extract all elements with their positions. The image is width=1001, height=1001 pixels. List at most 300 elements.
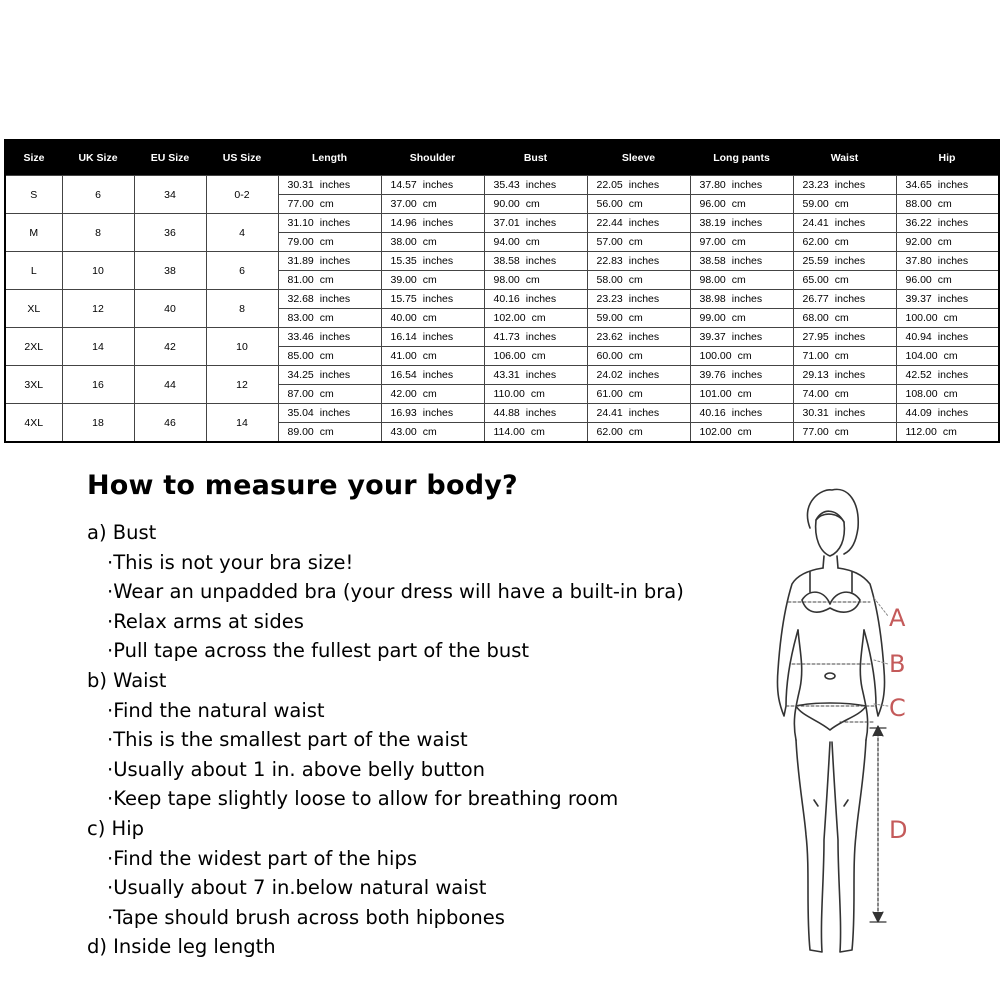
measurement-cell xyxy=(690,309,793,328)
measurement-unit: cm xyxy=(422,198,437,210)
measurement-value: 22.44 xyxy=(596,217,623,229)
measurement-value: 35.04 xyxy=(287,407,314,419)
measurement-unit: cm xyxy=(737,426,752,438)
measurement-unit: cm xyxy=(530,426,545,438)
measurement-unit: inches xyxy=(319,293,351,305)
measurement-value: 14.57 xyxy=(390,179,417,191)
measurement-value: 39.76 xyxy=(699,369,726,381)
measurement-value: 16.93 xyxy=(390,407,417,419)
body-measurement-figure xyxy=(770,480,920,970)
measurement-unit: inches xyxy=(422,407,454,419)
measurement-unit: cm xyxy=(628,312,643,324)
measurement-value: 40.16 xyxy=(493,293,520,305)
measurement-value: 100.00 xyxy=(699,350,732,362)
measurement-unit: inches xyxy=(319,255,351,267)
measurement-unit: cm xyxy=(525,198,540,210)
measurement-value: 38.98 xyxy=(699,293,726,305)
measurement-value: 79.00 xyxy=(287,236,314,248)
measurement-cell xyxy=(484,404,587,423)
measurement-cell xyxy=(484,214,587,233)
measurement-value: 38.58 xyxy=(493,255,520,267)
measurement-value: 43.31 xyxy=(493,369,520,381)
size-cell: 2XL xyxy=(5,328,62,366)
eu-cell: 42 xyxy=(134,328,206,366)
measurement-unit: cm xyxy=(319,312,334,324)
measurement-unit: inches xyxy=(628,255,660,267)
measurement-value: 106.00 xyxy=(493,350,526,362)
measurement-cell xyxy=(690,366,793,385)
instruction-step: ·Find the natural waist xyxy=(107,698,325,722)
measurement-unit: inches xyxy=(628,293,660,305)
measurement-cell xyxy=(484,176,587,195)
measurement-unit: cm xyxy=(834,312,849,324)
measurement-unit: inches xyxy=(525,255,557,267)
size-cell: M xyxy=(5,214,62,252)
measurement-value: 62.00 xyxy=(802,236,829,248)
header-waist: Waist xyxy=(793,140,896,176)
left-arm-outline xyxy=(777,568,823,716)
measurement-unit: inches xyxy=(834,369,866,381)
eu-cell: 44 xyxy=(134,366,206,404)
eu-cell: 36 xyxy=(134,214,206,252)
measurement-cell xyxy=(793,404,896,423)
header-size: Size xyxy=(5,140,62,176)
measurement-value: 104.00 xyxy=(905,350,938,362)
measurement-value: 37.01 xyxy=(493,217,520,229)
measurement-value: 16.14 xyxy=(390,331,417,343)
measurement-cell xyxy=(587,423,690,443)
measurement-unit: cm xyxy=(531,350,546,362)
instruction-step: ·Usually about 1 in. above belly button xyxy=(107,757,486,781)
measurement-cell xyxy=(690,176,793,195)
measurement-cell xyxy=(381,309,484,328)
eu-cell: 34 xyxy=(134,176,206,214)
measurement-cell xyxy=(690,385,793,404)
instruction-heading: d) Inside leg length xyxy=(87,935,276,959)
measurement-cell xyxy=(896,233,999,252)
measurement-value: 40.00 xyxy=(390,312,417,324)
measurement-cell xyxy=(690,328,793,347)
measurement-value: 68.00 xyxy=(802,312,829,324)
eu-cell: 38 xyxy=(134,252,206,290)
measurement-cell xyxy=(381,290,484,309)
measurement-cell xyxy=(278,328,381,347)
measurement-unit: cm xyxy=(525,236,540,248)
measurement-unit: inches xyxy=(937,369,969,381)
measurement-cell xyxy=(587,385,690,404)
measurement-cell xyxy=(896,328,999,347)
measurement-unit: cm xyxy=(319,426,334,438)
measurement-cell xyxy=(278,252,381,271)
measurement-value: 59.00 xyxy=(596,312,623,324)
measurement-unit: inches xyxy=(525,217,557,229)
measurement-unit: inches xyxy=(319,369,351,381)
measurement-value: 108.00 xyxy=(905,388,938,400)
measurement-value: 39.00 xyxy=(390,274,417,286)
measurement-value: 90.00 xyxy=(493,198,520,210)
size-cell: 3XL xyxy=(5,366,62,404)
left-leg-outline xyxy=(796,740,830,952)
measurement-cell xyxy=(587,347,690,366)
measurement-cell xyxy=(278,309,381,328)
measurement-unit: inches xyxy=(937,293,969,305)
measurement-unit: inches xyxy=(834,407,866,419)
measurement-value: 38.58 xyxy=(699,255,726,267)
measurement-cell xyxy=(896,176,999,195)
measurement-unit: inches xyxy=(319,407,351,419)
measurement-cell xyxy=(690,214,793,233)
measurement-value: 40.16 xyxy=(699,407,726,419)
measurement-cell xyxy=(484,233,587,252)
measurement-cell xyxy=(690,233,793,252)
measurement-value: 87.00 xyxy=(287,388,314,400)
measurement-cell xyxy=(381,271,484,290)
measurement-cell xyxy=(278,385,381,404)
measurement-cell xyxy=(896,214,999,233)
instruction-step: ·This is the smallest part of the waist xyxy=(107,728,468,752)
measurement-value: 16.54 xyxy=(390,369,417,381)
measurement-value: 37.80 xyxy=(905,255,932,267)
measurement-cell xyxy=(484,366,587,385)
label-d: D xyxy=(889,816,908,844)
measurement-unit: cm xyxy=(422,350,437,362)
uk-cell: 6 xyxy=(62,176,134,214)
measurement-cell xyxy=(587,309,690,328)
measurement-cell xyxy=(793,423,896,443)
measurement-cell xyxy=(278,214,381,233)
measurement-cell xyxy=(381,176,484,195)
instruction-step: ·Keep tape slightly loose to allow for breathing room xyxy=(107,787,619,811)
measurement-unit: inches xyxy=(937,255,969,267)
measurement-value: 14.96 xyxy=(390,217,417,229)
measurement-unit: inches xyxy=(628,217,660,229)
eu-cell: 40 xyxy=(134,290,206,328)
measurement-cell xyxy=(278,176,381,195)
measurement-value: 92.00 xyxy=(905,236,932,248)
measurement-cell xyxy=(793,309,896,328)
measurement-cell xyxy=(587,366,690,385)
measurement-cell xyxy=(690,252,793,271)
label-a: A xyxy=(889,604,906,632)
measurement-value: 25.59 xyxy=(802,255,829,267)
measurement-unit: cm xyxy=(525,274,540,286)
measurement-value: 29.13 xyxy=(802,369,829,381)
measurement-value: 42.52 xyxy=(905,369,932,381)
measurement-value: 44.09 xyxy=(905,407,932,419)
measurement-value: 24.02 xyxy=(596,369,623,381)
measurement-unit: cm xyxy=(531,312,546,324)
header-bust: Bust xyxy=(484,140,587,176)
measurement-unit: cm xyxy=(943,312,958,324)
measurement-cell xyxy=(587,195,690,214)
measurement-unit: inches xyxy=(834,179,866,191)
measurement-cell xyxy=(896,423,999,443)
measurement-unit: cm xyxy=(937,236,952,248)
measurement-cell xyxy=(381,214,484,233)
measurement-unit: cm xyxy=(422,236,437,248)
measurement-cell xyxy=(690,423,793,443)
measurement-cell xyxy=(896,271,999,290)
measurement-value: 42.00 xyxy=(390,388,417,400)
table-header-row xyxy=(5,140,999,176)
measurement-unit: inches xyxy=(834,293,866,305)
header-uk-size: UK Size xyxy=(62,140,134,176)
measurement-unit: inches xyxy=(628,179,660,191)
measurement-value: 24.41 xyxy=(802,217,829,229)
measurement-value: 77.00 xyxy=(802,426,829,438)
measurement-cell xyxy=(896,309,999,328)
measurement-cell xyxy=(381,423,484,443)
measurement-unit: inches xyxy=(834,331,866,343)
measurement-cell xyxy=(484,252,587,271)
header-eu-size: EU Size xyxy=(134,140,206,176)
measurement-value: 85.00 xyxy=(287,350,314,362)
measurement-value: 39.37 xyxy=(699,331,726,343)
right-leg-outline xyxy=(832,740,866,952)
instruction-heading: b) Waist xyxy=(87,668,167,692)
measurement-cell xyxy=(587,176,690,195)
measurement-cell xyxy=(278,233,381,252)
uk-cell: 10 xyxy=(62,252,134,290)
uk-cell: 14 xyxy=(62,328,134,366)
measurement-cell xyxy=(896,347,999,366)
torso-outline xyxy=(794,630,867,740)
measurement-unit: inches xyxy=(525,407,557,419)
instruction-step: ·Pull tape across the fullest part of the bust xyxy=(107,639,530,663)
measurement-unit: inches xyxy=(937,179,969,191)
measurement-cell xyxy=(690,271,793,290)
measurement-cell xyxy=(793,233,896,252)
instruction-step: ·Wear an unpadded bra (your dress will have a built-in bra) xyxy=(107,580,684,604)
measurement-cell xyxy=(793,271,896,290)
measurement-value: 38.19 xyxy=(699,217,726,229)
instruction-heading: c) Hip xyxy=(87,816,144,840)
measurement-unit: cm xyxy=(731,236,746,248)
measurement-value: 26.77 xyxy=(802,293,829,305)
face-outline xyxy=(816,514,845,556)
measurement-cell xyxy=(690,404,793,423)
table-row xyxy=(5,366,999,385)
measurement-value: 30.31 xyxy=(802,407,829,419)
measurement-unit: cm xyxy=(319,236,334,248)
measurement-unit: inches xyxy=(628,369,660,381)
measurement-value: 94.00 xyxy=(493,236,520,248)
measurement-cell xyxy=(381,252,484,271)
measurement-value: 41.73 xyxy=(493,331,520,343)
measurement-unit: inches xyxy=(731,255,763,267)
measurement-cell xyxy=(278,404,381,423)
measurement-cell xyxy=(381,195,484,214)
measurement-value: 101.00 xyxy=(699,388,732,400)
measurement-value: 74.00 xyxy=(802,388,829,400)
table-row xyxy=(5,328,999,347)
measurement-unit: cm xyxy=(628,350,643,362)
measurement-value: 100.00 xyxy=(905,312,938,324)
measurement-cell xyxy=(484,347,587,366)
uk-cell: 8 xyxy=(62,214,134,252)
briefs-outline xyxy=(796,703,866,730)
measurement-unit: cm xyxy=(530,388,545,400)
table-row xyxy=(5,290,999,309)
instruction-step: ·Usually about 7 in.below natural waist xyxy=(107,876,487,900)
guide-title: How to measure your body? xyxy=(87,470,518,501)
measurement-unit: cm xyxy=(943,350,958,362)
measurement-cell xyxy=(793,214,896,233)
measurement-unit: inches xyxy=(525,293,557,305)
measurement-value: 99.00 xyxy=(699,312,726,324)
measurement-cell xyxy=(896,366,999,385)
measurement-cell xyxy=(484,195,587,214)
us-cell: 0-2 xyxy=(206,176,278,214)
measurement-cell xyxy=(381,366,484,385)
measurement-value: 32.68 xyxy=(287,293,314,305)
label-c: C xyxy=(889,694,906,722)
measurement-unit: cm xyxy=(628,388,643,400)
measurement-value: 97.00 xyxy=(699,236,726,248)
measurement-value: 30.31 xyxy=(287,179,314,191)
measurement-unit: cm xyxy=(319,274,334,286)
navel xyxy=(825,673,835,679)
us-cell: 4 xyxy=(206,214,278,252)
size-chart-table xyxy=(4,139,1000,443)
measurement-value: 60.00 xyxy=(596,350,623,362)
measurement-cell xyxy=(381,404,484,423)
us-cell: 14 xyxy=(206,404,278,443)
measurement-value: 33.46 xyxy=(287,331,314,343)
header-sleeve: Sleeve xyxy=(587,140,690,176)
measurement-value: 57.00 xyxy=(596,236,623,248)
measurement-unit: cm xyxy=(834,198,849,210)
measurement-unit: inches xyxy=(422,331,454,343)
size-cell: S xyxy=(5,176,62,214)
measurement-unit: inches xyxy=(731,179,763,191)
measurement-unit: cm xyxy=(737,350,752,362)
measurement-unit: cm xyxy=(937,198,952,210)
table-row xyxy=(5,404,999,423)
measurement-cell xyxy=(484,328,587,347)
measurement-cell xyxy=(484,290,587,309)
measurement-unit: cm xyxy=(834,426,849,438)
measurement-cell xyxy=(793,347,896,366)
measurement-unit: cm xyxy=(737,388,752,400)
measurement-value: 23.23 xyxy=(802,179,829,191)
measurement-cell xyxy=(793,176,896,195)
measurement-cell xyxy=(793,328,896,347)
measurement-unit: cm xyxy=(422,312,437,324)
measurement-cell xyxy=(793,366,896,385)
measurement-unit: inches xyxy=(319,331,351,343)
measurement-value: 37.80 xyxy=(699,179,726,191)
uk-cell: 16 xyxy=(62,366,134,404)
measurement-value: 56.00 xyxy=(596,198,623,210)
measurement-value: 23.23 xyxy=(596,293,623,305)
measurement-cell xyxy=(690,290,793,309)
measurement-unit: cm xyxy=(628,198,643,210)
measurement-cell xyxy=(381,328,484,347)
measurement-value: 24.41 xyxy=(596,407,623,419)
size-cell: XL xyxy=(5,290,62,328)
measurement-unit: cm xyxy=(731,312,746,324)
instruction-step: ·Find the widest part of the hips xyxy=(107,846,417,870)
measurement-unit: inches xyxy=(422,369,454,381)
uk-cell: 18 xyxy=(62,404,134,443)
table-row xyxy=(5,214,999,233)
measurement-unit: inches xyxy=(834,255,866,267)
measurement-value: 102.00 xyxy=(699,426,732,438)
measurement-value: 15.35 xyxy=(390,255,417,267)
measurement-value: 110.00 xyxy=(493,388,525,400)
instruction-step: ·Relax arms at sides xyxy=(107,609,304,633)
measurement-value: 98.00 xyxy=(699,274,726,286)
measurement-unit: cm xyxy=(937,274,952,286)
us-cell: 6 xyxy=(206,252,278,290)
measurement-unit: cm xyxy=(731,198,746,210)
measurement-cell xyxy=(793,290,896,309)
measurement-unit: inches xyxy=(731,217,763,229)
measurement-cell xyxy=(587,252,690,271)
measurement-value: 112.00 xyxy=(905,426,937,438)
measurement-value: 81.00 xyxy=(287,274,314,286)
measurement-cell xyxy=(587,328,690,347)
measurement-value: 23.62 xyxy=(596,331,623,343)
measurement-value: 35.43 xyxy=(493,179,520,191)
measurement-value: 34.25 xyxy=(287,369,314,381)
size-cell: L xyxy=(5,252,62,290)
measurement-cell xyxy=(278,423,381,443)
measurement-cell xyxy=(484,309,587,328)
neck-outline xyxy=(823,556,838,568)
measurement-value: 41.00 xyxy=(390,350,417,362)
measurement-unit: inches xyxy=(422,293,454,305)
measurement-unit: cm xyxy=(731,274,746,286)
us-cell: 10 xyxy=(206,328,278,366)
header-long-pants: Long pants xyxy=(690,140,793,176)
measurement-value: 31.10 xyxy=(287,217,314,229)
header-length: Length xyxy=(278,140,381,176)
size-cell: 4XL xyxy=(5,404,62,443)
measurement-unit: cm xyxy=(834,388,849,400)
measurement-unit: inches xyxy=(319,179,351,191)
measurement-cell xyxy=(381,347,484,366)
measurement-value: 77.00 xyxy=(287,198,314,210)
measurement-unit: cm xyxy=(943,388,958,400)
measurement-cell xyxy=(587,271,690,290)
measurement-cell xyxy=(278,366,381,385)
measurement-unit: inches xyxy=(422,217,454,229)
measurement-unit: cm xyxy=(319,388,334,400)
measurement-value: 102.00 xyxy=(493,312,526,324)
table-row xyxy=(5,176,999,195)
measurement-value: 37.00 xyxy=(390,198,417,210)
measurement-value: 88.00 xyxy=(905,198,932,210)
measurement-value: 38.00 xyxy=(390,236,417,248)
measurement-cell xyxy=(484,271,587,290)
measurement-unit: cm xyxy=(422,274,437,286)
table-row xyxy=(5,252,999,271)
measurement-cell xyxy=(278,290,381,309)
measurement-unit: cm xyxy=(422,426,437,438)
measurement-cell xyxy=(278,271,381,290)
measurement-cell xyxy=(793,252,896,271)
measurement-value: 96.00 xyxy=(699,198,726,210)
uk-cell: 12 xyxy=(62,290,134,328)
measurement-cell xyxy=(587,214,690,233)
measurement-cell xyxy=(896,385,999,404)
measurement-unit: inches xyxy=(525,369,557,381)
measurement-cell xyxy=(587,290,690,309)
measurement-unit: cm xyxy=(319,350,334,362)
measurement-unit: inches xyxy=(319,217,351,229)
